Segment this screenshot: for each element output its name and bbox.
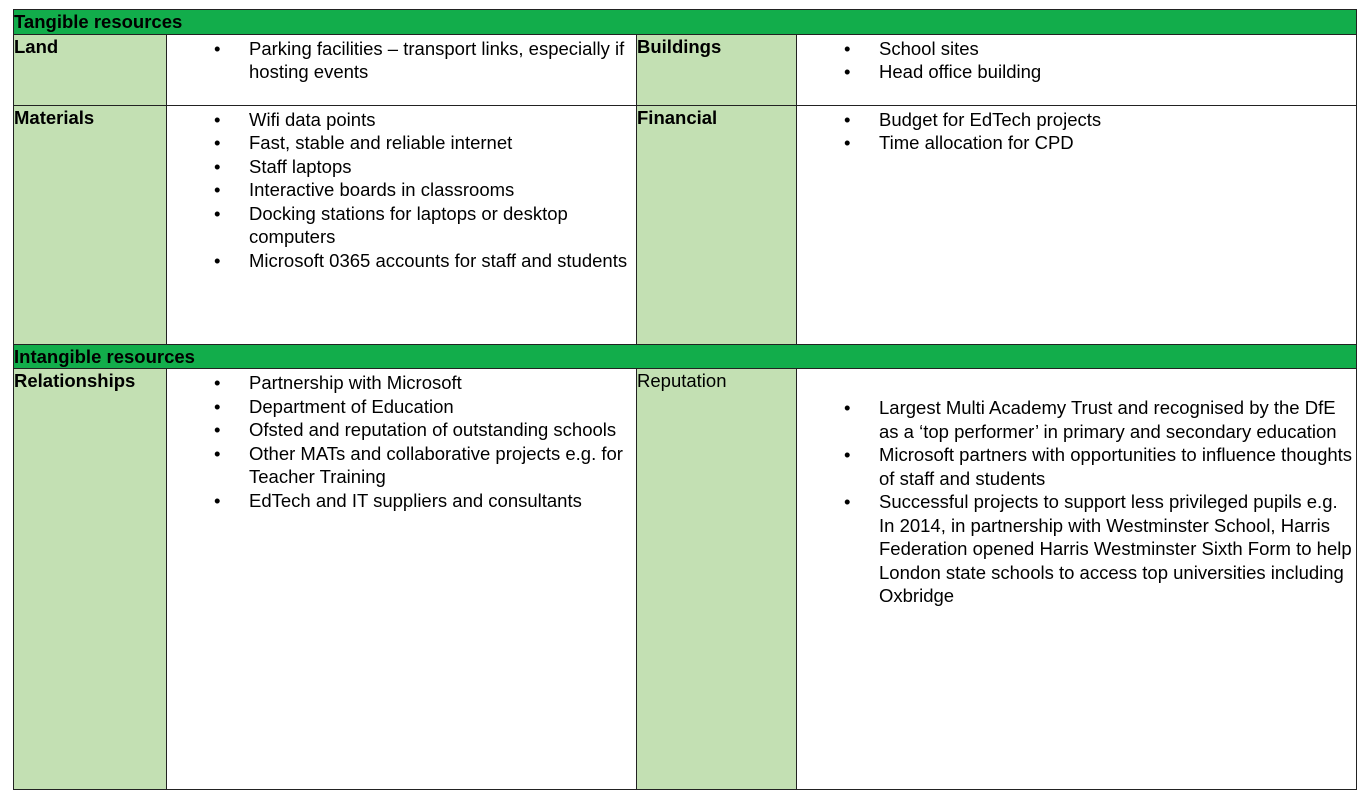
- bullet-icon: •: [214, 37, 221, 59]
- relationships-cell: [167, 369, 637, 790]
- list-item: • Fast, stable and reliable internet: [214, 132, 513, 153]
- list-item: • Docking stations for laptops or desktop computers: [214, 202, 568, 247]
- list-item: • Other MATs and collaborative projects e.g. for Teacher Training: [214, 442, 623, 487]
- list-item: • Budget for EdTech projects: [844, 108, 1102, 130]
- bullet-icon: •: [844, 444, 851, 465]
- land-list: [167, 35, 636, 84]
- materials-list: [167, 106, 636, 273]
- list-item: • EdTech and IT suppliers and consultants: [214, 489, 582, 511]
- list-item: • Partnership with Microsoft: [214, 372, 462, 393]
- bullet-icon: •: [844, 37, 851, 59]
- financial-cell: [797, 105, 1357, 344]
- list-item: • Wifi data points: [214, 108, 376, 130]
- list-item: • Ofsted and reputation of outstanding schools: [214, 419, 617, 440]
- resources-table: [13, 9, 1357, 790]
- land-label: Land: [14, 34, 167, 105]
- reputation-cell: [797, 369, 1357, 790]
- bullet-icon: •: [844, 491, 851, 512]
- list-item: • Time allocation for CPD: [844, 132, 1074, 153]
- bullet-icon: •: [214, 108, 221, 130]
- list-item: • Interactive boards in classrooms: [214, 179, 515, 200]
- land-cell: [167, 34, 637, 105]
- reputation-list: [797, 394, 1356, 608]
- buildings-label: Buildings: [637, 34, 797, 105]
- relationships-label: Relationships: [14, 369, 167, 790]
- list-item: • Head office building: [844, 61, 1042, 82]
- table-row: [14, 369, 1357, 790]
- bullet-icon: •: [214, 179, 221, 200]
- bullet-icon: •: [214, 442, 221, 464]
- list-item: • School sites: [844, 37, 979, 59]
- table-row: [14, 105, 1357, 344]
- buildings-list: [797, 35, 1356, 84]
- bullet-icon: •: [214, 395, 221, 417]
- relationships-list: [167, 369, 636, 512]
- materials-label: Materials: [14, 105, 167, 344]
- intangible-section-header-row: [14, 344, 1357, 369]
- materials-cell: [167, 105, 637, 344]
- financial-list: [797, 106, 1356, 155]
- bullet-icon: •: [214, 419, 221, 440]
- list-item: • Microsoft 0365 accounts for staff and students: [214, 249, 628, 271]
- bullet-icon: •: [214, 249, 221, 271]
- bullet-icon: •: [844, 397, 851, 418]
- bullet-icon: •: [844, 108, 851, 130]
- list-item: • Department of Education: [214, 395, 454, 417]
- intangible-section-header: Intangible resources: [14, 344, 1357, 369]
- bullet-icon: •: [844, 61, 851, 82]
- list-item: • Staff laptops: [214, 155, 352, 177]
- table-row: [14, 34, 1357, 105]
- tangible-section-header-row: [14, 10, 1357, 35]
- financial-label: Financial: [637, 105, 797, 344]
- bullet-icon: •: [214, 372, 221, 393]
- bullet-icon: •: [214, 202, 221, 224]
- bullet-icon: •: [844, 132, 851, 153]
- bullet-icon: •: [214, 489, 221, 511]
- tangible-section-header: Tangible resources: [14, 10, 1357, 35]
- list-item: • Microsoft partners with opportunities to influence thoughts of staff and students: [844, 444, 1353, 489]
- buildings-cell: [797, 34, 1357, 105]
- list-item: • Largest Multi Academy Trust and recognised by the DfE as a ‘top performer’ in primary and secondary education: [844, 397, 1337, 442]
- list-item: • Successful projects to support less privileged pupils e.g. In 2014, in partnership with Westminster School, Harris Federation opened Harris Westminster Sixth Form to help London state schools to access top universities including Oxbridge: [844, 491, 1352, 606]
- bullet-icon: •: [214, 132, 221, 153]
- bullet-icon: •: [214, 155, 221, 177]
- list-item: • Parking facilities – transport links, especially if hosting events: [214, 37, 625, 82]
- reputation-label: Reputation: [637, 369, 797, 790]
